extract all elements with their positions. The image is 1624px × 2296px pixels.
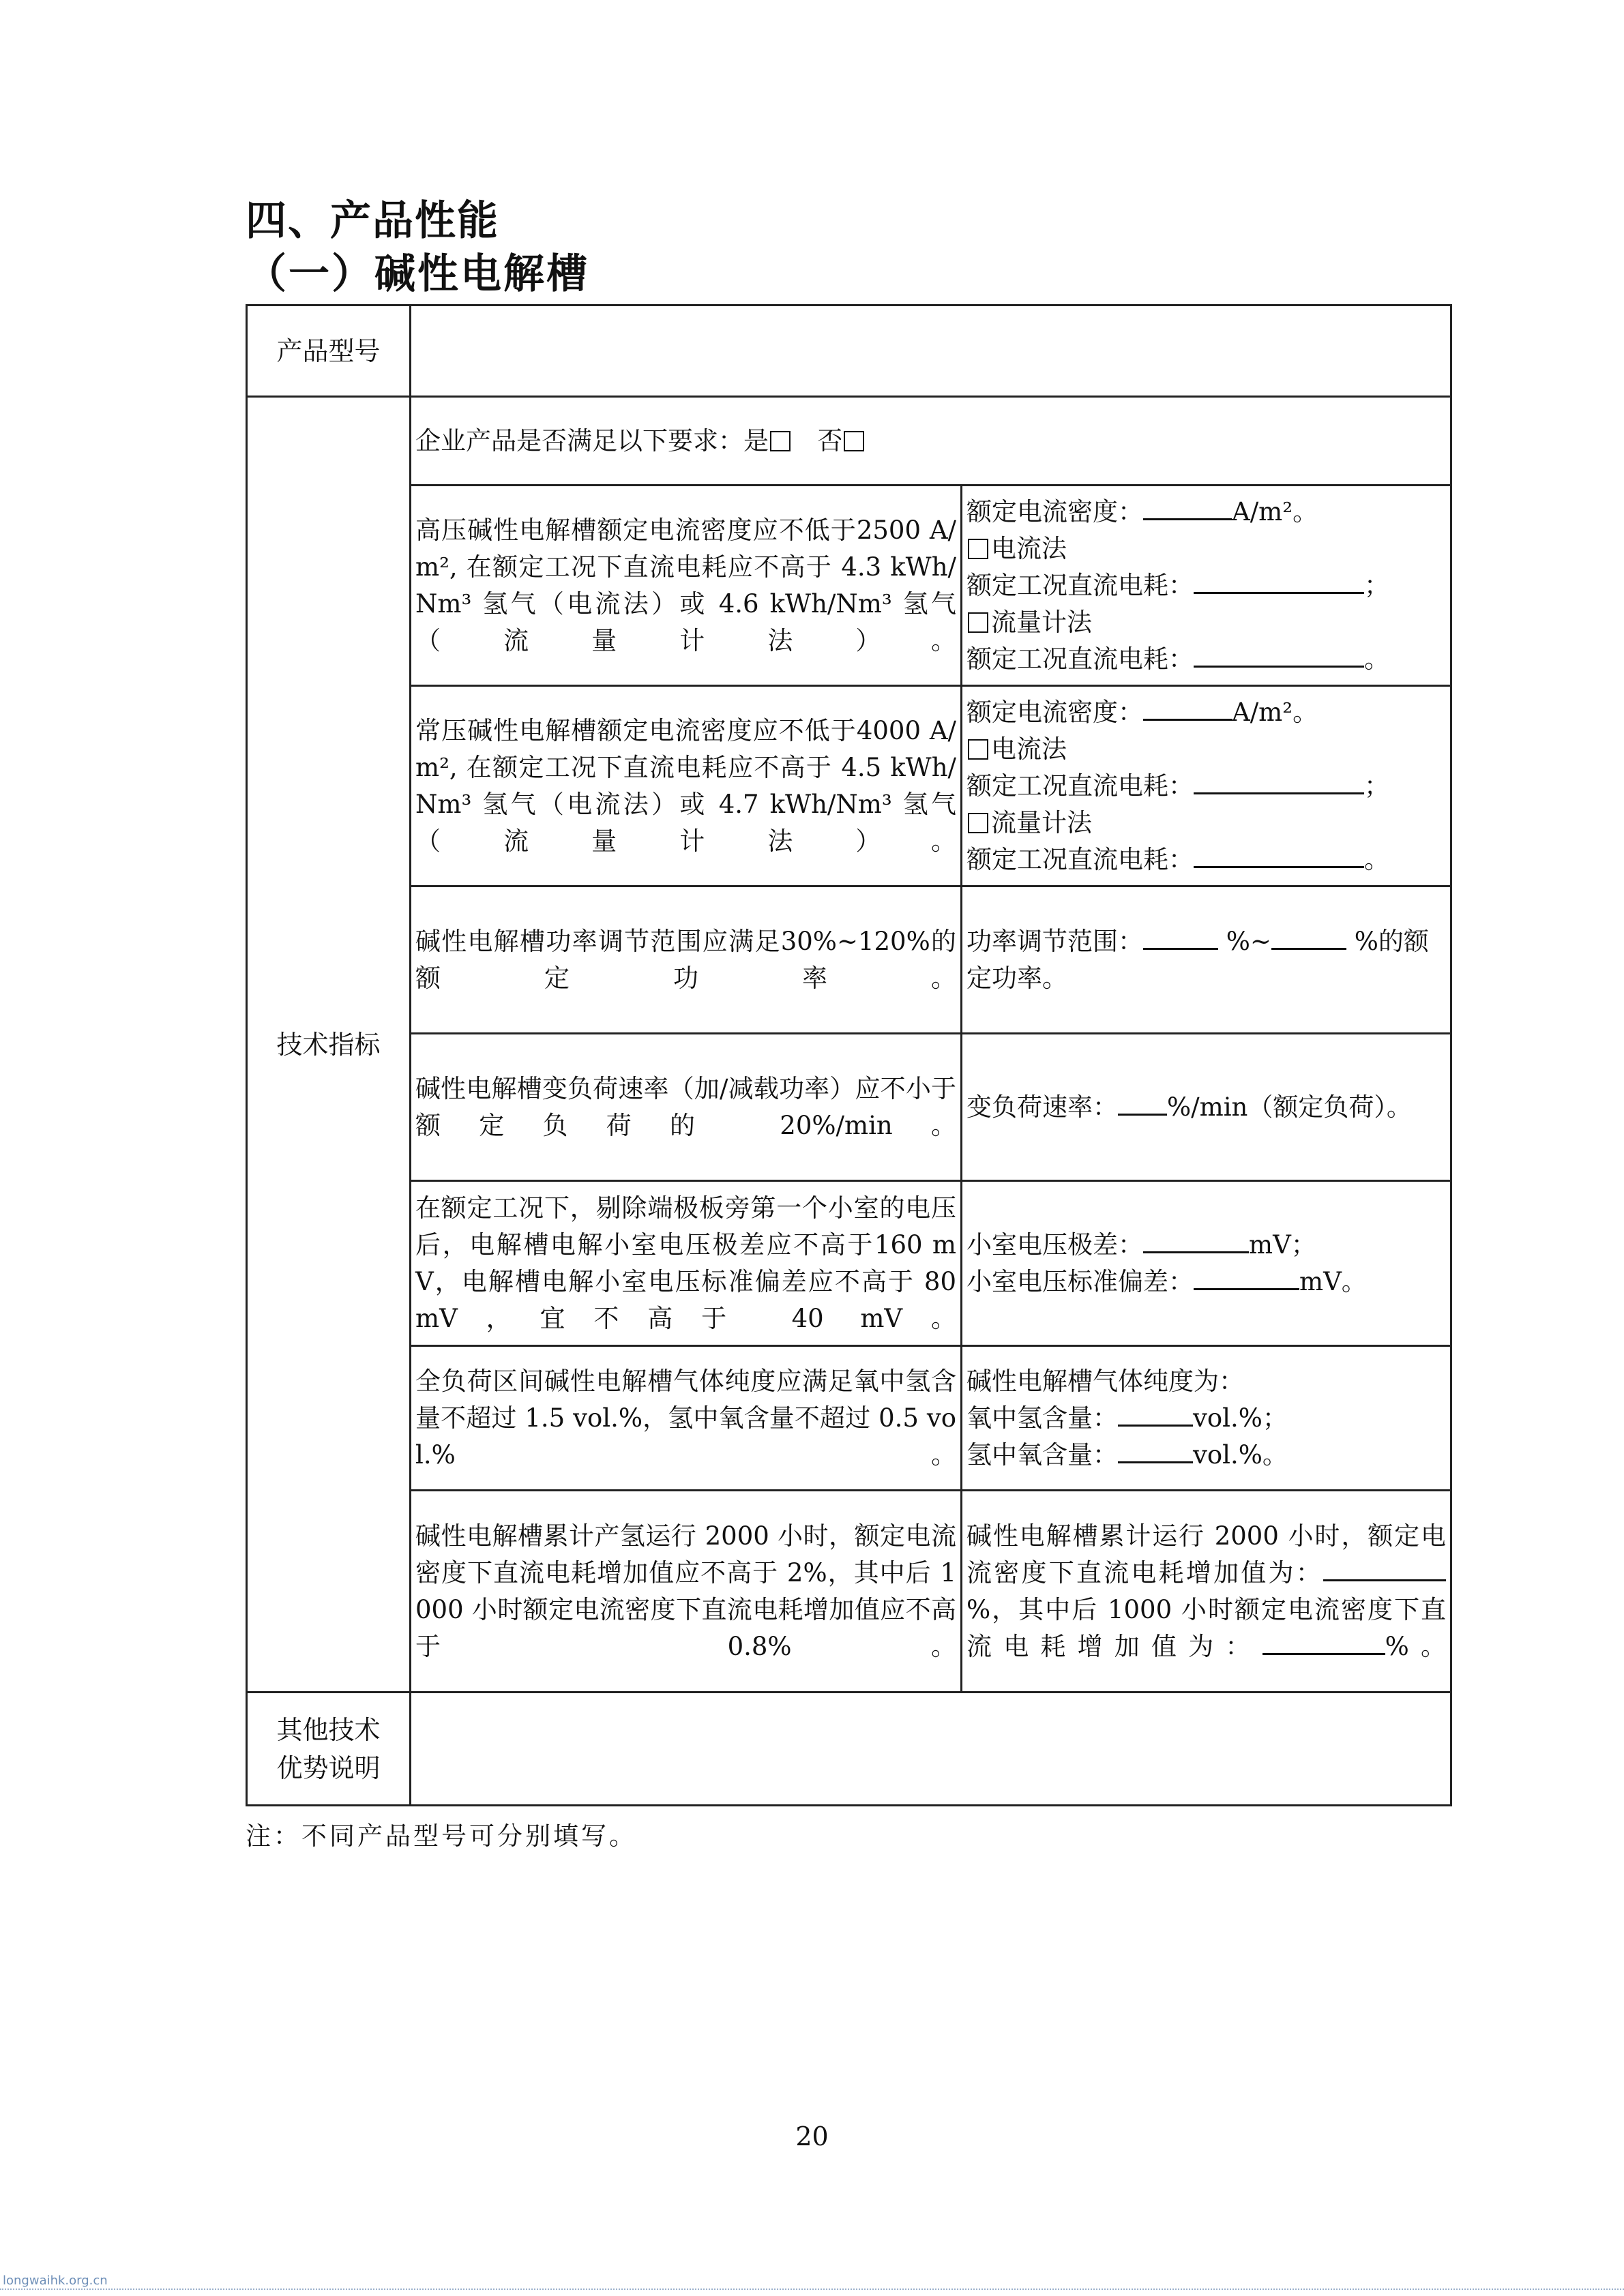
other-field[interactable] <box>411 1693 1451 1806</box>
requirement-prompt-label: 企业产品是否满足以下要求：是 <box>415 426 769 456</box>
unit-label: mV； <box>1249 1229 1316 1259</box>
unit-label: mV。 <box>1299 1266 1367 1296</box>
response-label: 额定工况直流电耗： <box>966 570 1194 600</box>
response-label: 额定工况直流电耗： <box>966 771 1194 801</box>
response-label: %，其中后 1000 小时额定电流密度下直流电耗增加值为： <box>966 1594 1446 1661</box>
other-label-line1: 其他技术 <box>276 1714 381 1745</box>
method-label: 流量计法 <box>991 807 1092 837</box>
response-label: 额定工况直流电耗： <box>966 844 1194 874</box>
power-blank[interactable] <box>1194 841 1364 868</box>
response-label: 碱性电解槽累计运行 2000 小时，额定电流密度下直流电耗增加值为： <box>966 1521 1446 1587</box>
response-cell <box>962 1034 1451 1181</box>
unit-label: vol.%； <box>1193 1403 1288 1433</box>
current-method-checkbox[interactable] <box>968 739 988 760</box>
spec-row <box>247 1346 1451 1491</box>
requirement-cell: 高压碱性电解槽额定电流密度应不低于2500 A/m², 在额定工况下直流电耗应不高于 4.3 kWh/Nm³ 氢气（电流法）或 4.6 kWh/Nm³ 氢气（流量计法）。 <box>411 486 962 686</box>
performance-table <box>246 304 1452 1806</box>
response-label: 功率调节范围： <box>966 926 1143 956</box>
requirement-prompt <box>411 397 1451 486</box>
spec-row <box>247 1181 1451 1346</box>
spec-row <box>247 1491 1451 1693</box>
footnote: 注：不同产品型号可分别填写。 <box>246 1821 637 1851</box>
h2-in-o2-blank[interactable] <box>1118 1400 1193 1427</box>
response-label: 额定电流密度： <box>966 496 1143 526</box>
other-label <box>247 1693 411 1806</box>
response-label: 变负荷速率： <box>966 1092 1118 1122</box>
spec-row <box>247 886 1451 1034</box>
response-label: %~ <box>1226 926 1271 956</box>
voltage-range-blank[interactable] <box>1143 1227 1249 1253</box>
method-label: 电流法 <box>991 734 1067 764</box>
response-cell <box>962 1181 1451 1346</box>
other-row <box>247 1693 1451 1806</box>
spec-row <box>247 486 1451 686</box>
flowmeter-method-checkbox[interactable] <box>968 612 988 633</box>
response-label: %。 <box>1385 1631 1446 1661</box>
response-cell <box>962 1491 1451 1693</box>
model-field[interactable] <box>411 305 1451 397</box>
yes-checkbox[interactable] <box>770 431 791 451</box>
response-cell <box>962 686 1451 886</box>
subsection-title: （一）碱性电解槽 <box>246 250 589 298</box>
punct-label: ； <box>1364 771 1389 801</box>
response-label: 碱性电解槽气体纯度为： <box>966 1366 1244 1396</box>
response-label: 额定电流密度： <box>966 697 1143 727</box>
power-blank[interactable] <box>1194 567 1364 594</box>
spec-row <box>247 686 1451 886</box>
response-label: 氧中氢含量： <box>966 1403 1118 1433</box>
late-increase-blank[interactable] <box>1263 1628 1385 1655</box>
requirement-prompt-row <box>247 397 1451 486</box>
density-blank[interactable] <box>1143 694 1232 721</box>
unit-label: A/m²。 <box>1232 697 1318 727</box>
load-rate-blank[interactable] <box>1118 1089 1167 1116</box>
response-label: 额定工况直流电耗： <box>966 644 1194 674</box>
response-label: %的额定功率。 <box>966 926 1429 993</box>
o2-in-h2-blank[interactable] <box>1118 1437 1193 1463</box>
voltage-stddev-blank[interactable] <box>1194 1264 1299 1290</box>
method-label: 电流法 <box>991 533 1067 563</box>
requirement-cell: 在额定工况下，剔除端极板旁第一个小室的电压后，电解槽电解小室电压极差应不高于160 mV，电解槽电解小室电压标准偏差应不高于 80 mV，宜不高于 40 mV。 <box>411 1181 962 1346</box>
section-title: 四、产品性能 <box>246 197 499 245</box>
punct-label: 。 <box>1364 844 1389 874</box>
response-label: 小室电压极差： <box>966 1229 1143 1259</box>
requirement-cell: 碱性电解槽功率调节范围应满足30%~120%的额定功率。 <box>411 886 962 1034</box>
response-label: 氢中氧含量： <box>966 1440 1118 1470</box>
unit-label: vol.%。 <box>1193 1440 1288 1470</box>
requirement-no-label: 否 <box>817 426 843 456</box>
punct-label: ； <box>1364 570 1389 600</box>
requirement-cell: 碱性电解槽累计产氢运行 2000 小时，额定电流密度下直流电耗增加值应不高于 2%，其中后 1000 小时额定电流密度下直流电耗增加值应不高于 0.8%。 <box>411 1491 962 1693</box>
flowmeter-method-checkbox[interactable] <box>968 813 988 833</box>
punct-label: 。 <box>1364 644 1389 674</box>
requirement-cell: 碱性电解槽变负荷速率（加/减载功率）应不小于额定负荷的 20%/min。 <box>411 1034 962 1181</box>
model-row <box>247 305 1451 397</box>
response-cell <box>962 886 1451 1034</box>
response-cell <box>962 1346 1451 1491</box>
power-blank[interactable] <box>1194 768 1364 794</box>
response-label: 小室电压标准偏差： <box>966 1266 1194 1296</box>
range-max-blank[interactable] <box>1271 923 1346 950</box>
spec-row <box>247 1034 1451 1181</box>
requirement-cell: 常压碱性电解槽额定电流密度应不低于4000 A/m², 在额定工况下直流电耗应不高于 4.5 kWh/Nm³ 氢气（电流法）或 4.7 kWh/Nm³ 氢气（流量计法）。 <box>411 686 962 886</box>
watermark-divider <box>0 2288 1624 2291</box>
response-label: %/min（额定负荷）。 <box>1167 1092 1412 1122</box>
unit-label: A/m²。 <box>1232 496 1318 526</box>
response-cell <box>962 486 1451 686</box>
watermark: longwaihk.org.cn <box>3 2273 108 2288</box>
current-method-checkbox[interactable] <box>968 539 988 559</box>
page-number: 20 <box>795 2121 829 2151</box>
power-blank[interactable] <box>1194 641 1364 668</box>
model-label: 产品型号 <box>247 305 411 397</box>
range-min-blank[interactable] <box>1143 923 1218 950</box>
tech-label: 技术指标 <box>247 397 411 1693</box>
density-blank[interactable] <box>1143 494 1232 520</box>
no-checkbox[interactable] <box>844 431 864 451</box>
increase-blank[interactable] <box>1323 1555 1446 1581</box>
method-label: 流量计法 <box>991 607 1092 637</box>
requirement-cell: 全负荷区间碱性电解槽气体纯度应满足氧中氢含量不超过 1.5 vol.%，氢中氧含量不超过 0.5 vol.%。 <box>411 1346 962 1491</box>
other-label-line2: 优势说明 <box>276 1753 381 1783</box>
